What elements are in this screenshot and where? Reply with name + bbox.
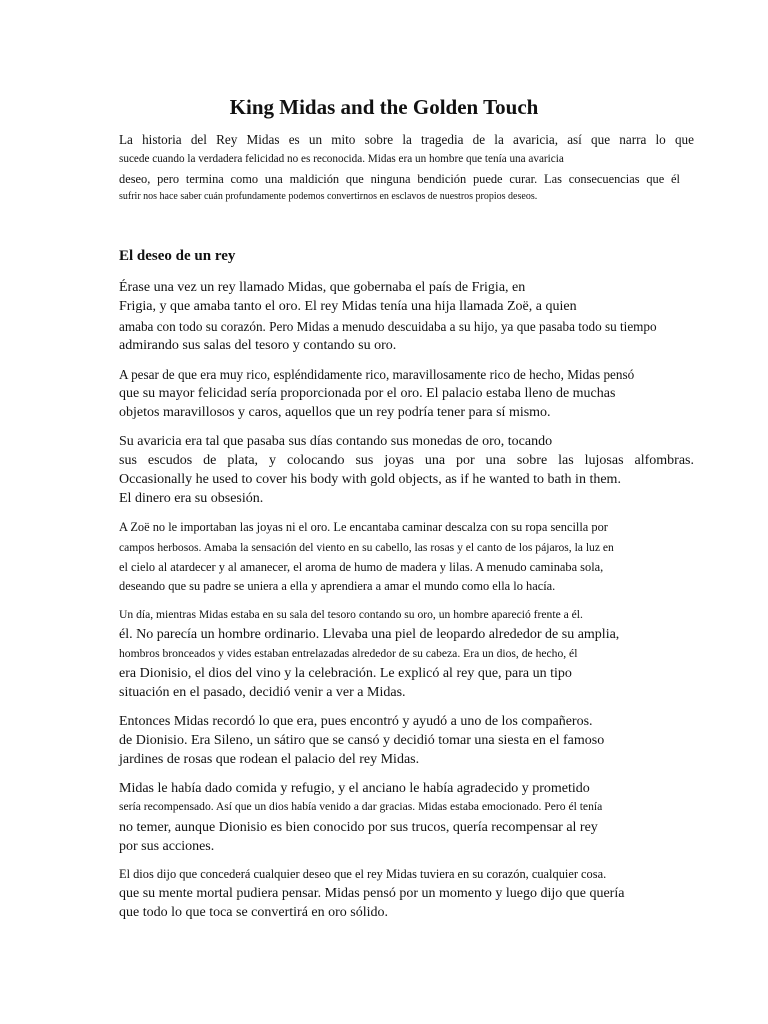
paragraph-line: que todo lo que toca se convertirá en oro sólido. [119, 905, 389, 920]
paragraph-line: Midas le había dado comida y refugio, y el anciano le había agradecido y prometido [119, 781, 590, 796]
section-heading: El deseo de un rey [119, 248, 236, 264]
paragraph-line: A pesar de que era muy rico, espléndidamente rico, maravillosamente rico de hecho, Midas pensó [119, 367, 635, 382]
intro-line: sufrir nos hace saber cuán profundamente podemos convertirnos en esclavos de nuestros propios deseos. [119, 191, 538, 202]
paragraph-line: El dinero era su obsesión. [119, 491, 264, 506]
paragraph-line: sería recompensado. Así que un dios había venido a dar gracias. Midas estaba emocionado. Pero él tenía [119, 800, 603, 813]
intro-line: La historia del Rey Midas es un mito sobre la tragedia de la avaricia, así que narra lo que [119, 132, 694, 147]
document-title: King Midas and the Golden Touch [229, 95, 539, 119]
paragraph-line: Érase una vez un rey llamado Midas, que gobernaba el país de Frigia, en [119, 280, 526, 295]
paragraph-line: él. No parecía un hombre ordinario. Llevaba una piel de leopardo alrededor de su amplia, [119, 627, 620, 642]
paragraph-line: admirando sus salas del tesoro y contando su oro. [119, 338, 397, 353]
paragraph-line: A Zoë no le importaban las joyas ni el oro. Le encantaba caminar descalza con su ropa sencilla por [119, 520, 608, 534]
paragraph-line: el cielo al atardecer y al amanecer, el aroma de humo de madera y lilas. A menudo caminaba sola, [119, 560, 604, 574]
paragraph-line: por sus acciones. [119, 839, 215, 854]
paragraph-line: de Dionisio. Era Sileno, un sátiro que se cansó y decidió tomar una siesta en el famoso [119, 733, 605, 748]
paragraph-line: deseando que su padre se uniera a ella y aprendiera a amar el mundo como ella lo hacía. [119, 579, 556, 593]
paragraph-line: sus escudos de plata, y colocando sus joyas una por una sobre las lujosas alfombras. [119, 453, 694, 468]
paragraph-line: Occasionally he used to cover his body with gold objects, as if he wanted to bath in them. [119, 472, 621, 487]
paragraph-line: que su mente mortal pudiera pensar. Midas pensó por un momento y luego dijo que quería [119, 886, 625, 901]
paragraph-line: amaba con todo su corazón. Pero Midas a menudo descuidaba a su hijo, ya que pasaba todo su tiempo [119, 319, 657, 334]
paragraph-line: Un día, mientras Midas estaba en su sala del tesoro contando su oro, un hombre apareció frente a él. [119, 608, 583, 621]
paragraph-line: situación en el pasado, decidió venir a ver a Midas. [119, 685, 406, 700]
paragraph-line: El dios dijo que concederá cualquier deseo que el rey Midas tuviera en su corazón, cualquier cosa. [119, 867, 607, 881]
paragraph-line: Entonces Midas recordó lo que era, pues encontró y ayudó a uno de los compañeros. [119, 714, 593, 729]
paragraph-line: era Dionisio, el dios del vino y la celebración. Le explicó al rey que, para un tipo [119, 666, 572, 681]
intro-line: sucede cuando la verdadera felicidad no es reconocida. Midas era un hombre que tenía una avaricia [119, 153, 564, 165]
paragraph-line: Frigia, y que amaba tanto el oro. El rey Midas tenía una hija llamada Zoë, a quien [119, 299, 577, 314]
paragraph-line: hombros bronceados y vides estaban entrelazadas alrededor de su cabeza. Era un dios, de hecho, él [119, 647, 578, 660]
paragraph-line: jardines de rosas que rodean el palacio del rey Midas. [119, 752, 420, 767]
paragraph-line: objetos maravillosos y caros, aquellos que un rey podría tener para sí mismo. [119, 405, 551, 420]
paragraph-line: no temer, aunque Dionisio es bien conocido por sus trucos, quería recompensar al rey [119, 820, 598, 835]
paragraph-line: campos herbosos. Amaba la sensación del viento en su cabello, las rosas y el canto de los pájaros, la luz en [119, 541, 614, 554]
intro-line: deseo, pero termina como una maldición que ninguna bendición puede curar. Las consecuencias que él [119, 172, 680, 186]
paragraph-line: que su mayor felicidad sería proporcionada por el oro. El palacio estaba lleno de muchas [119, 386, 616, 401]
paragraph-line: Su avaricia era tal que pasaba sus días contando sus monedas de oro, tocando [119, 434, 553, 449]
